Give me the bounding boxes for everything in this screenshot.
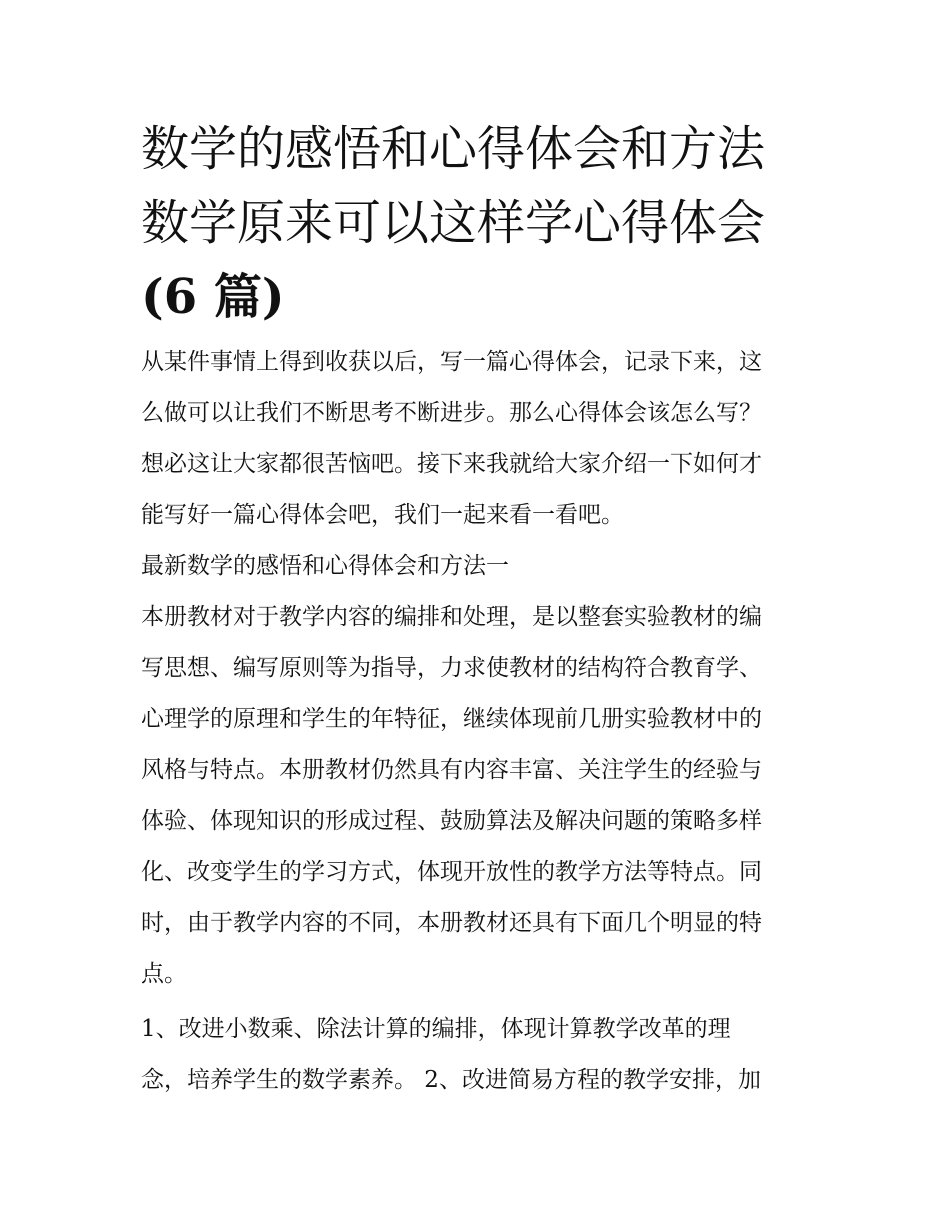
document-content [141, 112, 816, 1106]
text-line: 心理学的原理和学生的年特征，继续体现前几册实验教材中的 [141, 706, 762, 732]
title-line: 数学原来可以这样学心得体会 [141, 195, 766, 251]
text-line: 化、改变学生的学习方式，体现开放性的教学方法等特点。同 [141, 859, 762, 885]
list-line: 念，培养学生的数学素养。 2、改进简易方程的教学安排，加 [141, 1067, 761, 1093]
title-line: (6 篇) [141, 269, 285, 325]
title-line: 数学的感悟和心得体会和方法 [141, 121, 766, 177]
body-paragraph [141, 592, 816, 1000]
text-line: 从某件事情上得到收获以后，写一篇心得体会，记录下来，这 [141, 349, 762, 375]
text-line: 么做可以让我们不断思考不断进步。那么心得体会该怎么写？ [141, 400, 762, 426]
text-line: 想必这让大家都很苦恼吧。接下来我就给大家介绍一下如何才 [141, 451, 762, 477]
section-heading: 最新数学的感悟和心得体会和方法一 [141, 553, 509, 579]
text-line: 能写好一篇心得体会吧，我们一起来看一看吧。 [141, 502, 624, 528]
text-line: 写思想、编写原则等为指导，力求使教材的结构符合教育学、 [141, 655, 762, 681]
text-line: 体验、体现知识的形成过程、鼓励算法及解决问题的策略多样 [141, 808, 762, 834]
text-line: 时，由于教学内容的不同，本册教材还具有下面几个明显的特 [141, 910, 762, 936]
list-line: 1、改进小数乘、除法计算的编排，体现计算教学改革的理 [141, 1016, 731, 1042]
text-line: 风格与特点。本册教材仍然具有内容丰富、关注学生的经验与 [141, 757, 762, 783]
intro-paragraph [141, 337, 816, 541]
document-title [141, 112, 816, 334]
text-line: 本册教材对于教学内容的编排和处理，是以整套实验教材的编 [141, 604, 762, 630]
text-line: 点。 [141, 961, 187, 987]
list-paragraph [141, 1004, 816, 1106]
